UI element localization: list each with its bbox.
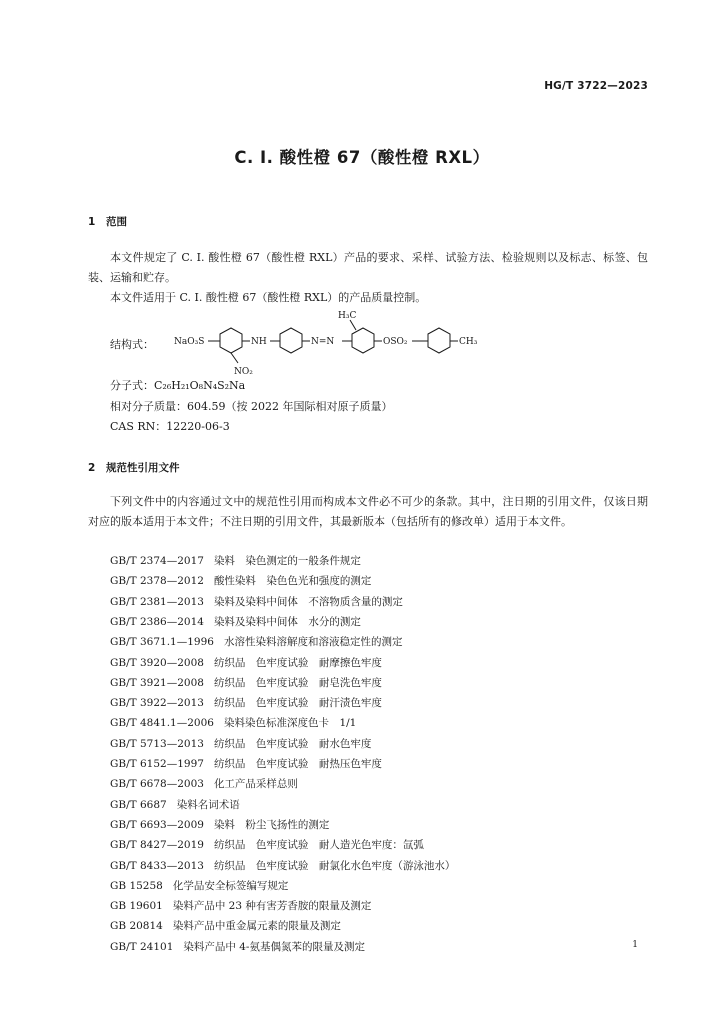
reference-title: 酸性染料 染色色光和强度的测定: [213, 575, 372, 588]
benzene-ring-2: [280, 328, 302, 353]
group-h3c: H₃C: [338, 311, 357, 321]
reference-code: GB/T 6678—2003: [110, 778, 204, 791]
molecular-formula-line: [110, 378, 245, 394]
reference-item: [110, 776, 298, 791]
reference-code: GB/T 6693—2009: [110, 818, 204, 831]
reference-item: [110, 858, 455, 873]
reference-item: [110, 655, 382, 670]
reference-item: [110, 878, 288, 893]
benzene-ring-3: [352, 328, 374, 353]
reference-code: GB/T 6152—1997: [110, 758, 204, 770]
reference-title: 纺织品 色牢度试验 耐热压色牢度: [213, 758, 382, 770]
reference-title: 纺织品 色牢度试验 耐氯化水色牢度（游泳池水）: [213, 859, 456, 872]
group-oso2: OSO₂: [383, 337, 408, 347]
reference-code: GB/T 5713—2013: [110, 737, 204, 750]
section-title: 规范性引用文件: [106, 462, 180, 474]
reference-item: [110, 756, 382, 771]
cas-number: CAS RN：12220-06-3: [110, 420, 230, 433]
reference-item: [110, 553, 361, 568]
reference-item: [110, 939, 365, 954]
reference-item: [110, 898, 371, 913]
structure-label: 结构式：: [110, 338, 154, 351]
reference-code: GB/T 8427—2019: [110, 839, 204, 852]
reference-code: GB/T 3671.1—1996: [110, 636, 214, 649]
reference-item: [110, 634, 402, 649]
reference-code: GB 15258: [110, 879, 163, 892]
section-number: 2: [88, 462, 96, 474]
group-nh: NH: [251, 337, 267, 347]
reference-title: 染料染色标准深度色卡 1/1: [223, 717, 357, 730]
reference-code: GB/T 24101: [110, 940, 174, 953]
group-no2: NO₂: [234, 367, 253, 377]
molecular-mass: 相对分子质量：604.59（按 2022 年国际相对原子质量）: [110, 400, 393, 413]
section-number: 1: [88, 216, 96, 228]
reference-item: [110, 797, 240, 812]
reference-item: [110, 817, 329, 832]
reference-title: 纺织品 色牢度试验 耐摩擦色牢度: [213, 656, 382, 669]
reference-title: 化工产品采样总则: [213, 778, 298, 791]
section-heading-normative-references: [88, 460, 180, 475]
scope-paragraph-2: 本文件适用于 C. I. 酸性橙 67（酸性橙 RXL）的产品质量控制。: [110, 291, 427, 304]
molecular-formula: C₂₆H₂₁O₈N₄S₂Na: [154, 379, 246, 392]
reference-item: [110, 594, 403, 609]
group-azo: N=N: [311, 337, 335, 347]
reference-title: 染料及染料中间体 不溶物质含量的测定: [213, 595, 403, 608]
reference-item: [110, 715, 356, 730]
group-ch3: CH₃: [459, 337, 478, 347]
reference-code: GB/T 3921—2008: [110, 676, 204, 689]
reference-title: 化学品安全标签编写规定: [172, 879, 289, 892]
reference-code: GB/T 3920—2008: [110, 656, 204, 669]
reference-item: [110, 918, 341, 933]
document-number: HG/T 3722—2023: [544, 80, 648, 92]
reference-title: 纺织品 色牢度试验 耐皂洗色牢度: [213, 676, 382, 689]
reference-code: GB/T 2378—2012: [110, 575, 204, 588]
structural-formula: [110, 308, 510, 380]
group-naO3s: NaO₃S: [174, 337, 205, 347]
benzene-ring-4: [428, 328, 450, 353]
reference-code: GB/T 6687: [110, 798, 167, 811]
references-intro-paragraph: 下列文件中的内容通过文中的规范性引用而构成本文件必不可少的条款。其中，注日期的引用文件，仅该日期对应的版本适用于本文件；不注日期的引用文件，其最新版本（包括所有的修改单）适用于本文件。: [88, 495, 648, 528]
reference-item: [110, 736, 371, 751]
section-title: 范围: [106, 216, 127, 228]
reference-title: 染料 粉尘飞扬性的测定: [213, 818, 330, 831]
reference-title: 纺织品 色牢度试验 耐水色牢度: [213, 737, 372, 750]
reference-code: GB/T 2386—2014: [110, 615, 204, 628]
reference-title: 染料产品中重金属元素的限量及测定: [172, 920, 341, 933]
reference-item: [110, 675, 382, 690]
page-title: C. I. 酸性橙 67（酸性橙 RXL）: [234, 148, 490, 167]
reference-title: 纺织品 色牢度试验 耐人造光色牢度：氙弧: [213, 839, 424, 852]
structure-diagram: [110, 308, 510, 380]
scope-paragraph-1: 本文件规定了 C. I. 酸性橙 67（酸性橙 RXL）产品的要求、采样、试验方法、检验规则以及标志、标签、包装、运输和贮存。: [88, 251, 648, 284]
reference-code: GB 20814: [110, 920, 163, 933]
reference-title: 染料名词术语: [176, 798, 240, 811]
molecular-formula-label: 分子式：: [110, 379, 154, 392]
benzene-ring-1: [220, 328, 242, 353]
reference-code: GB/T 2374—2017: [110, 555, 204, 567]
section-heading-scope: [88, 214, 127, 229]
reference-item: [110, 837, 424, 852]
reference-title: 染料及染料中间体 水分的测定: [213, 615, 361, 628]
reference-code: GB/T 2381—2013: [110, 595, 204, 608]
reference-title: 染料产品中 23 种有害芳香胺的限量及测定: [172, 900, 372, 913]
reference-title: 染料 染色测定的一般条件规定: [213, 555, 361, 567]
reference-code: GB/T 8433—2013: [110, 859, 204, 872]
reference-code: GB/T 4841.1—2006: [110, 717, 214, 730]
reference-title: 染料产品中 4-氨基偶氮苯的限量及测定: [183, 940, 365, 953]
page-number: 1: [632, 940, 638, 950]
reference-code: GB/T 3922—2013: [110, 697, 204, 710]
reference-title: 水溶性染料溶解度和溶液稳定性的测定: [223, 636, 403, 649]
reference-item: [110, 573, 371, 588]
reference-code: GB 19601: [110, 900, 163, 913]
reference-item: [110, 614, 361, 629]
reference-title: 纺织品 色牢度试验 耐汗渍色牢度: [213, 697, 382, 710]
reference-item: [110, 695, 382, 710]
